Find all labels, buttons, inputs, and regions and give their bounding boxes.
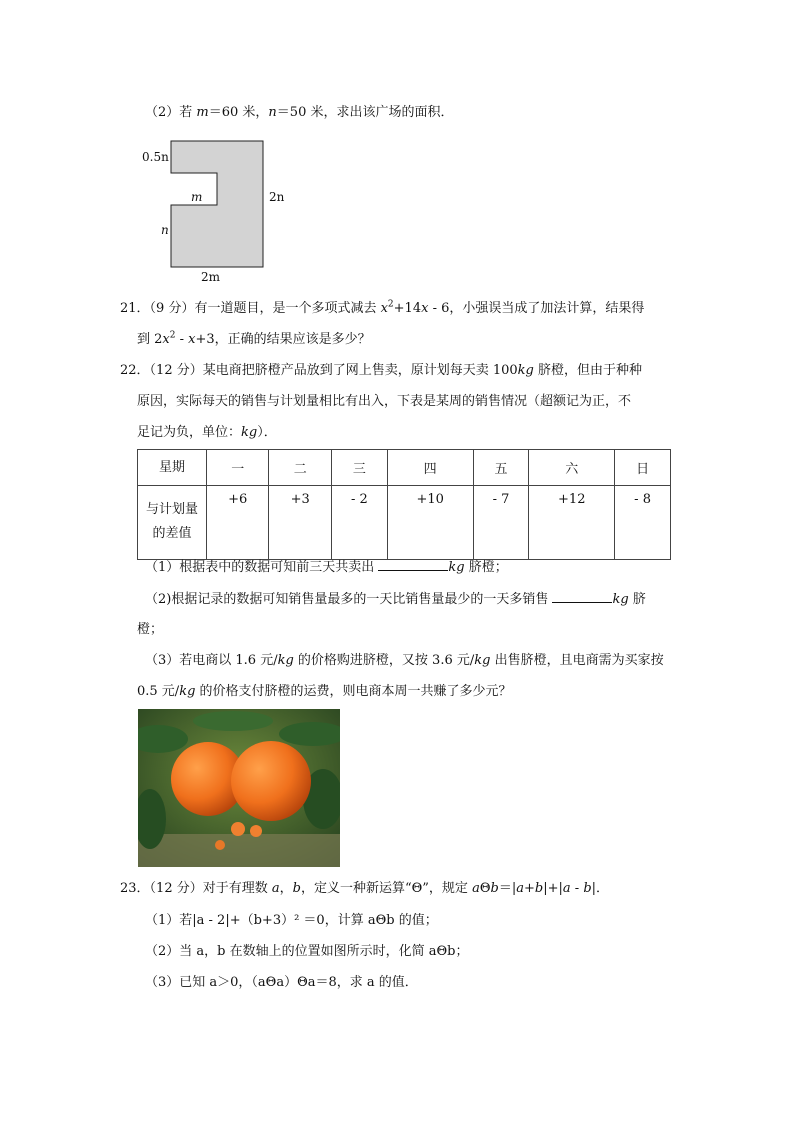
q22-part3 [145,652,664,670]
table-header-weekday: 星期 [138,450,207,486]
q22-part2-cont: 橙； [137,622,164,637]
table-cell-day: 日 [615,450,671,486]
q23-def6: + [523,881,535,896]
table-cell-value: - 7 [473,486,529,560]
table-cell-day: 四 [387,450,473,486]
q23-def: a [472,881,480,896]
q22-p2a: （2)根据记录的数据可知销售量最多的一天比销售量最少的一天多销售 [145,592,553,607]
q22-p3u3: kg [179,684,196,699]
q21-l1a: 21．（9 分）有一道题目，是一个多项式减去 [120,301,381,316]
q22-p3c: 出售脐橙，且电商需为买家按 [490,653,664,668]
q21-l2x2: x [188,332,196,347]
q22-l3unit: kg [241,425,258,440]
q22-p1unit: kg [448,560,465,575]
q23-def8: |+| [543,881,563,896]
q22-l3b: ）． [257,425,277,440]
table-row-days [138,450,671,486]
q21-l2exp: 2 [169,330,176,341]
q22-p2unit: kg [612,592,629,607]
q22-line3 [137,424,277,442]
answer-blank-2[interactable] [552,590,612,603]
navel-orange-photo [138,709,340,867]
label-m-text: m [191,190,203,204]
table-row-diff [138,486,671,560]
label-n [161,223,169,237]
label-0.5n: 0.5n [142,150,169,164]
q23-b: b [292,881,301,896]
photo-ground [138,834,340,867]
q21-l1c: - 6，小强误当成了加法计算，结果得 [428,301,645,316]
table-cell-day: 六 [529,450,615,486]
q22-p3u2: kg [474,653,491,668]
m-eq: ＝60 米， [208,105,269,120]
q22-p1a: （1）根据表中的数据可知前三天共卖出 [145,560,379,575]
label-m [191,190,202,204]
q21-line2 [137,331,371,349]
q21-exp: 2 [387,299,394,310]
q23-def5: a [516,881,524,896]
q22-line1 [120,362,642,380]
q23-line1 [120,880,609,898]
q23-part3: （3）已知 a＞0，（aΘa）Θa＝8，求 a 的值． [145,975,418,990]
answer-blank-1[interactable] [378,558,448,571]
orange-fruit-right [231,741,311,821]
q21-x2: x [421,301,429,316]
q22-l1a: 22．（12 分）某电商把脐橙产品放到了网上售卖，原计划每天卖 100 [120,363,518,378]
label-2m: 2m [201,270,221,284]
table-header-diff [138,486,207,560]
q20-prefix: （2）若 [145,105,197,120]
var-n: n [268,105,277,120]
q22-p3d: 0.5 元/ [137,684,180,699]
q23-a: a [271,881,280,896]
q21-l2a: 到 2 [137,332,163,347]
q22-line2: 原因，实际每天的销售与计划量相比有出入，下表是某周的销售情况（超额记为正，不 [137,394,632,409]
q23-def3: b [490,881,499,896]
q22-part3-cont [137,683,512,701]
var-m: m [196,105,209,120]
small-orange [231,822,245,836]
q23-l1a: 23．（12 分）对于有理数 [120,881,272,896]
leaf [193,711,273,731]
q23-part1: （1）若|a - 2|+（b+3）² ＝0，计算 aΘb 的值； [145,913,438,928]
q22-p3e: 的价格支付脐橙的运费，则电商本周一共赚了多少元？ [195,684,512,699]
table-cell-value: - 2 [331,486,387,560]
small-orange [250,825,262,837]
q23-part2: （2）当 a，b 在数轴上的位置如图所示时，化简 aΘb； [145,944,469,959]
plaza-shape [171,141,263,267]
q21-l2x: x [162,332,170,347]
q21-line1 [120,300,644,318]
q23-l1b: ，定义一种新运算“Θ”，规定 [300,881,473,896]
q22-p3u1: kg [277,653,294,668]
table-cell-value: +3 [269,486,331,560]
q22-l1b: 脐橙，但由于种种 [533,363,643,378]
q22-part1 [145,558,508,577]
q22-l1unit: kg [517,363,534,378]
label-n-text: n [161,223,169,237]
table-cell-day: 一 [207,450,269,486]
q21-l2b: - [175,332,189,347]
q23-def2: Θ [479,881,491,896]
q21-x: x [380,301,388,316]
q22-p3a: （3）若电商以 1.6 元/ [145,653,278,668]
table-cell-day: 三 [331,450,387,486]
q23-def12: |． [591,881,610,896]
q22-part2 [145,590,646,609]
q22-p1b: 脐橙； [464,560,508,575]
q21-l2c: +3，正确的结果应该是多少？ [195,332,371,347]
q23-comma: ， [279,881,293,896]
q22-p2b: 脐 [628,592,646,607]
q22-l3a: 足记为负，单位： [137,425,242,440]
q23-def10: - [570,881,584,896]
n-eq: ＝50 米，求出该广场的面积． [276,105,454,120]
table-cell-value: +12 [529,486,615,560]
small-orange [215,840,225,850]
q23-def7: b [534,881,544,896]
table-cell-value: +10 [387,486,473,560]
table-cell-day: 二 [269,450,331,486]
q22-p3b: 的价格购进脐橙，又按 3.6 元/ [293,653,475,668]
table-cell-value: +6 [207,486,269,560]
q23-def11: b [583,881,592,896]
diff-header-line2: 的差值 [152,526,192,541]
q20-part2 [145,104,453,122]
q23-def4: ＝| [498,881,517,896]
q21-l1b: +14 [393,301,422,316]
label-2n: 2n [269,190,285,204]
sales-table [137,449,671,560]
diff-header-line1: 与计划量 [145,502,198,517]
table-cell-day: 五 [473,450,529,486]
q23-def9: a [562,881,571,896]
table-cell-value: - 8 [615,486,671,560]
